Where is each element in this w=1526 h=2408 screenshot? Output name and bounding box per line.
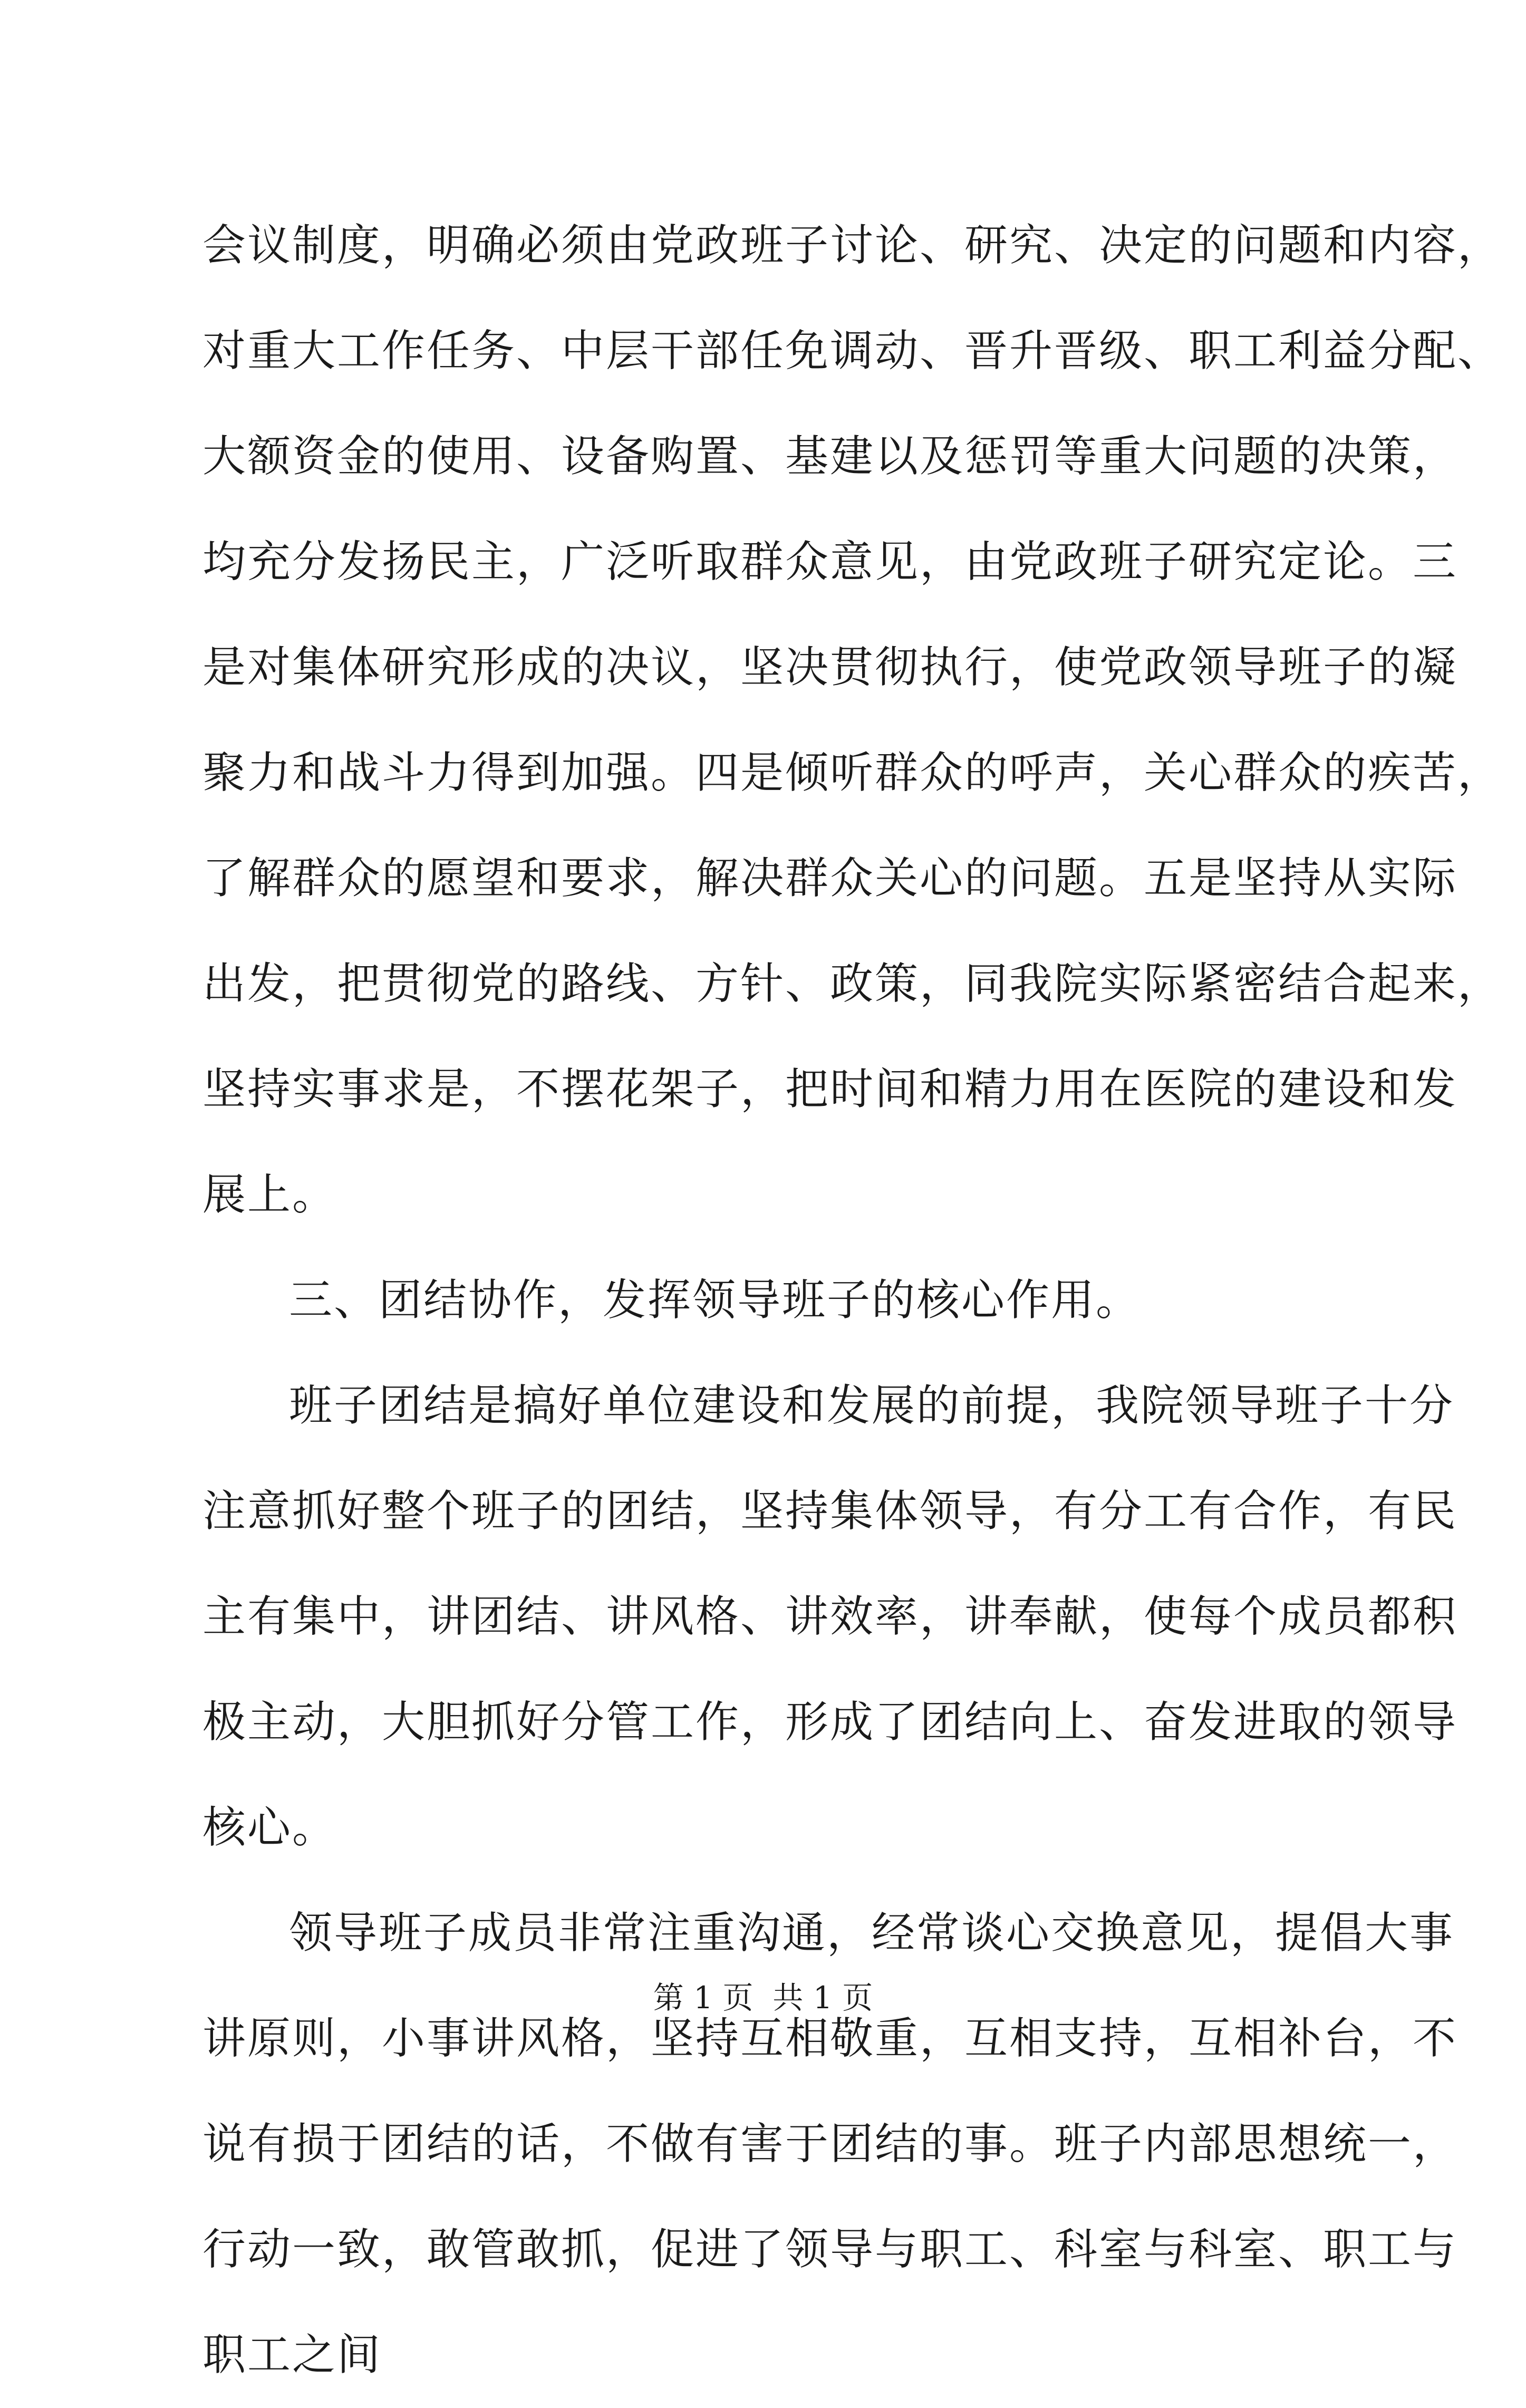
- paragraph-line: 班子团结是搞好单位建设和发展的前提，我院领导班子十分: [289, 1381, 1455, 1431]
- paragraph-line: 出发，把贯彻党的路线、方针、政策，同我院实际紧密结合起来，: [202, 959, 1503, 1009]
- paragraph-line: 领导班子成员非常注重沟通，经常谈心交换意见，提倡大事: [289, 1908, 1455, 1958]
- paragraph-line: 坚持实事求是，不摆花架子，把时间和精力用在医院的建设和发: [202, 1064, 1458, 1114]
- paragraph-line: 了解群众的愿望和要求，解决群众关心的问题。五是坚持从实际: [202, 853, 1458, 903]
- document-body: [202, 193, 1503, 2408]
- paragraph-line: 主有集中，讲团结、讲风格、讲效率，讲奉献，使每个成员都积: [202, 1592, 1458, 1642]
- paragraph-line: 核心。: [202, 1803, 337, 1853]
- paragraph-line: 会议制度，明确必须由党政班子讨论、研究、决定的问题和内容，: [202, 220, 1503, 271]
- paragraph-line: 注意抓好整个班子的团结，坚持集体领导，有分工有合作，有民: [202, 1486, 1458, 1536]
- paragraph-line: 讲原则，小事讲风格，坚持互相敬重，互相支持，互相补台，不: [202, 2014, 1458, 2064]
- section-heading: 三、团结协作，发挥领导班子的核心作用。: [289, 1275, 1141, 1325]
- paragraph-line: 行动一致，敢管敢抓，促进了领导与职工、科室与科室、职工与: [202, 2224, 1458, 2275]
- paragraph-line: 对重大工作任务、中层干部任免调动、晋升晋级、职工利益分配、: [202, 326, 1503, 376]
- paragraph-line: 均充分发扬民主，广泛听取群众意见，由党政班子研究定论。三: [202, 537, 1458, 587]
- paragraph-line: 聚力和战斗力得到加强。四是倾听群众的呼声，关心群众的疾苦，: [202, 748, 1503, 798]
- paragraph-line: 大额资金的使用、设备购置、基建以及惩罚等重大问题的决策，: [202, 431, 1458, 481]
- page-footer: 第 1 页 共 1 页: [653, 1980, 873, 2016]
- paragraph-line: 说有损于团结的话，不做有害于团结的事。班子内部思想统一，: [202, 2119, 1458, 2169]
- paragraph-line: 极主动，大胆抓好分管工作，形成了团结向上、奋发进取的领导: [202, 1697, 1458, 1747]
- paragraph-line: 是对集体研究形成的决议，坚决贯彻执行，使党政领导班子的凝: [202, 642, 1458, 692]
- paragraph-line: 职工之间: [202, 2330, 382, 2380]
- paragraph-line: 展上。: [202, 1170, 337, 1220]
